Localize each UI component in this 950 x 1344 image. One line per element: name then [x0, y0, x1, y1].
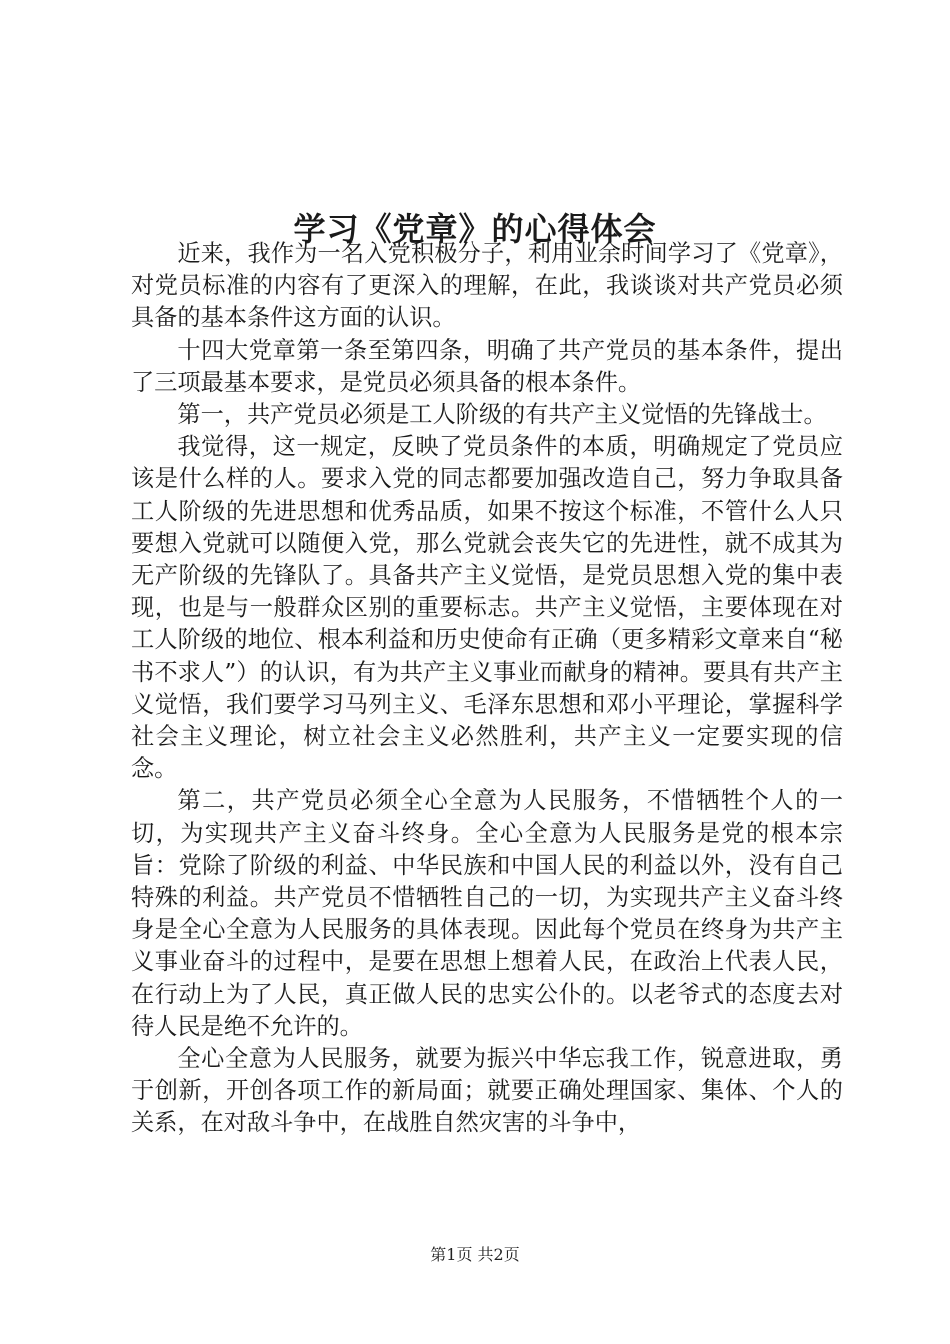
paragraph: 第二，共产党员必须全心全意为人民服务，不惜牺牲个人的一切，为实现共产主义奋斗终身。全心全意为人民服务是党的根本宗旨：党除了阶级的利益、中华民族和中国人民的利益以外，没有自己特殊的利益。共产党员不惜牺牲自己的一切，为实现共产主义奋斗终身是全心全意为人民服务的具体表现。因此每个党员在终身为共产主义事业奋斗的过程中，是要在思想上想着人民，在政治上代表人民，在行动上为了人民，真正做人民的忠实公仆的。以老爷式的态度去对待人民是绝不允许的。: [131, 787, 843, 1040]
document-title: 学习《党章》的心得体会: [293, 210, 657, 249]
paragraph: 全心全意为人民服务，就要为振兴中华忘我工作，锐意进取，勇于创新，开创各项工作的新局面；就要正确处理国家、集体、个人的关系，在对敌斗争中，在战胜自然灾害的斗争中，: [131, 1045, 843, 1137]
document-body: [131, 238, 843, 1140]
paragraph: 第一，共产党员必须是工人阶级的有共产主义觉悟的先锋战士。: [177, 401, 827, 429]
page-footer: [0, 1244, 950, 1266]
page-number: 第1页 共2页: [430, 1245, 520, 1264]
paragraph: 十四大党章第一条至第四条，明确了共产党员的基本条件，提出了三项最基本要求，是党员必须具备的根本条件。: [131, 336, 843, 396]
paragraph: 我觉得，这一规定，反映了党员条件的本质，明确规定了党员应该是什么样的人。要求入党的同志都要加强改造自己，努力争取具备工人阶级的先进思想和优秀品质，如果不按这个标准，不管什么人只要想入党就可以随便入党，那么党就会丧失它的先进性，就不成其为无产阶级的先锋队了。具备共产主义觉悟，是党员思想入党的集中表现，也是与一般群众区别的重要标志。共产主义觉悟，主要体现在对工人阶级的地位、根本利益和历史使命有正确（更多精彩文章来自“秘书不求人”）的认识，有为共产主义事业而献身的精神。要具有共产主义觉悟，我们要学习马列主义、毛泽东思想和邓小平理论，掌握科学社会主义理论，树立社会主义必然胜利，共产主义一定要实现的信念。: [131, 433, 843, 783]
paragraph: 近来，我作为一名入党积极分子，利用业余时间学习了《党章》，对党员标准的内容有了更深入的理解，在此，我谈谈对共产党员必须具备的基本条件这方面的认识。: [131, 240, 843, 332]
